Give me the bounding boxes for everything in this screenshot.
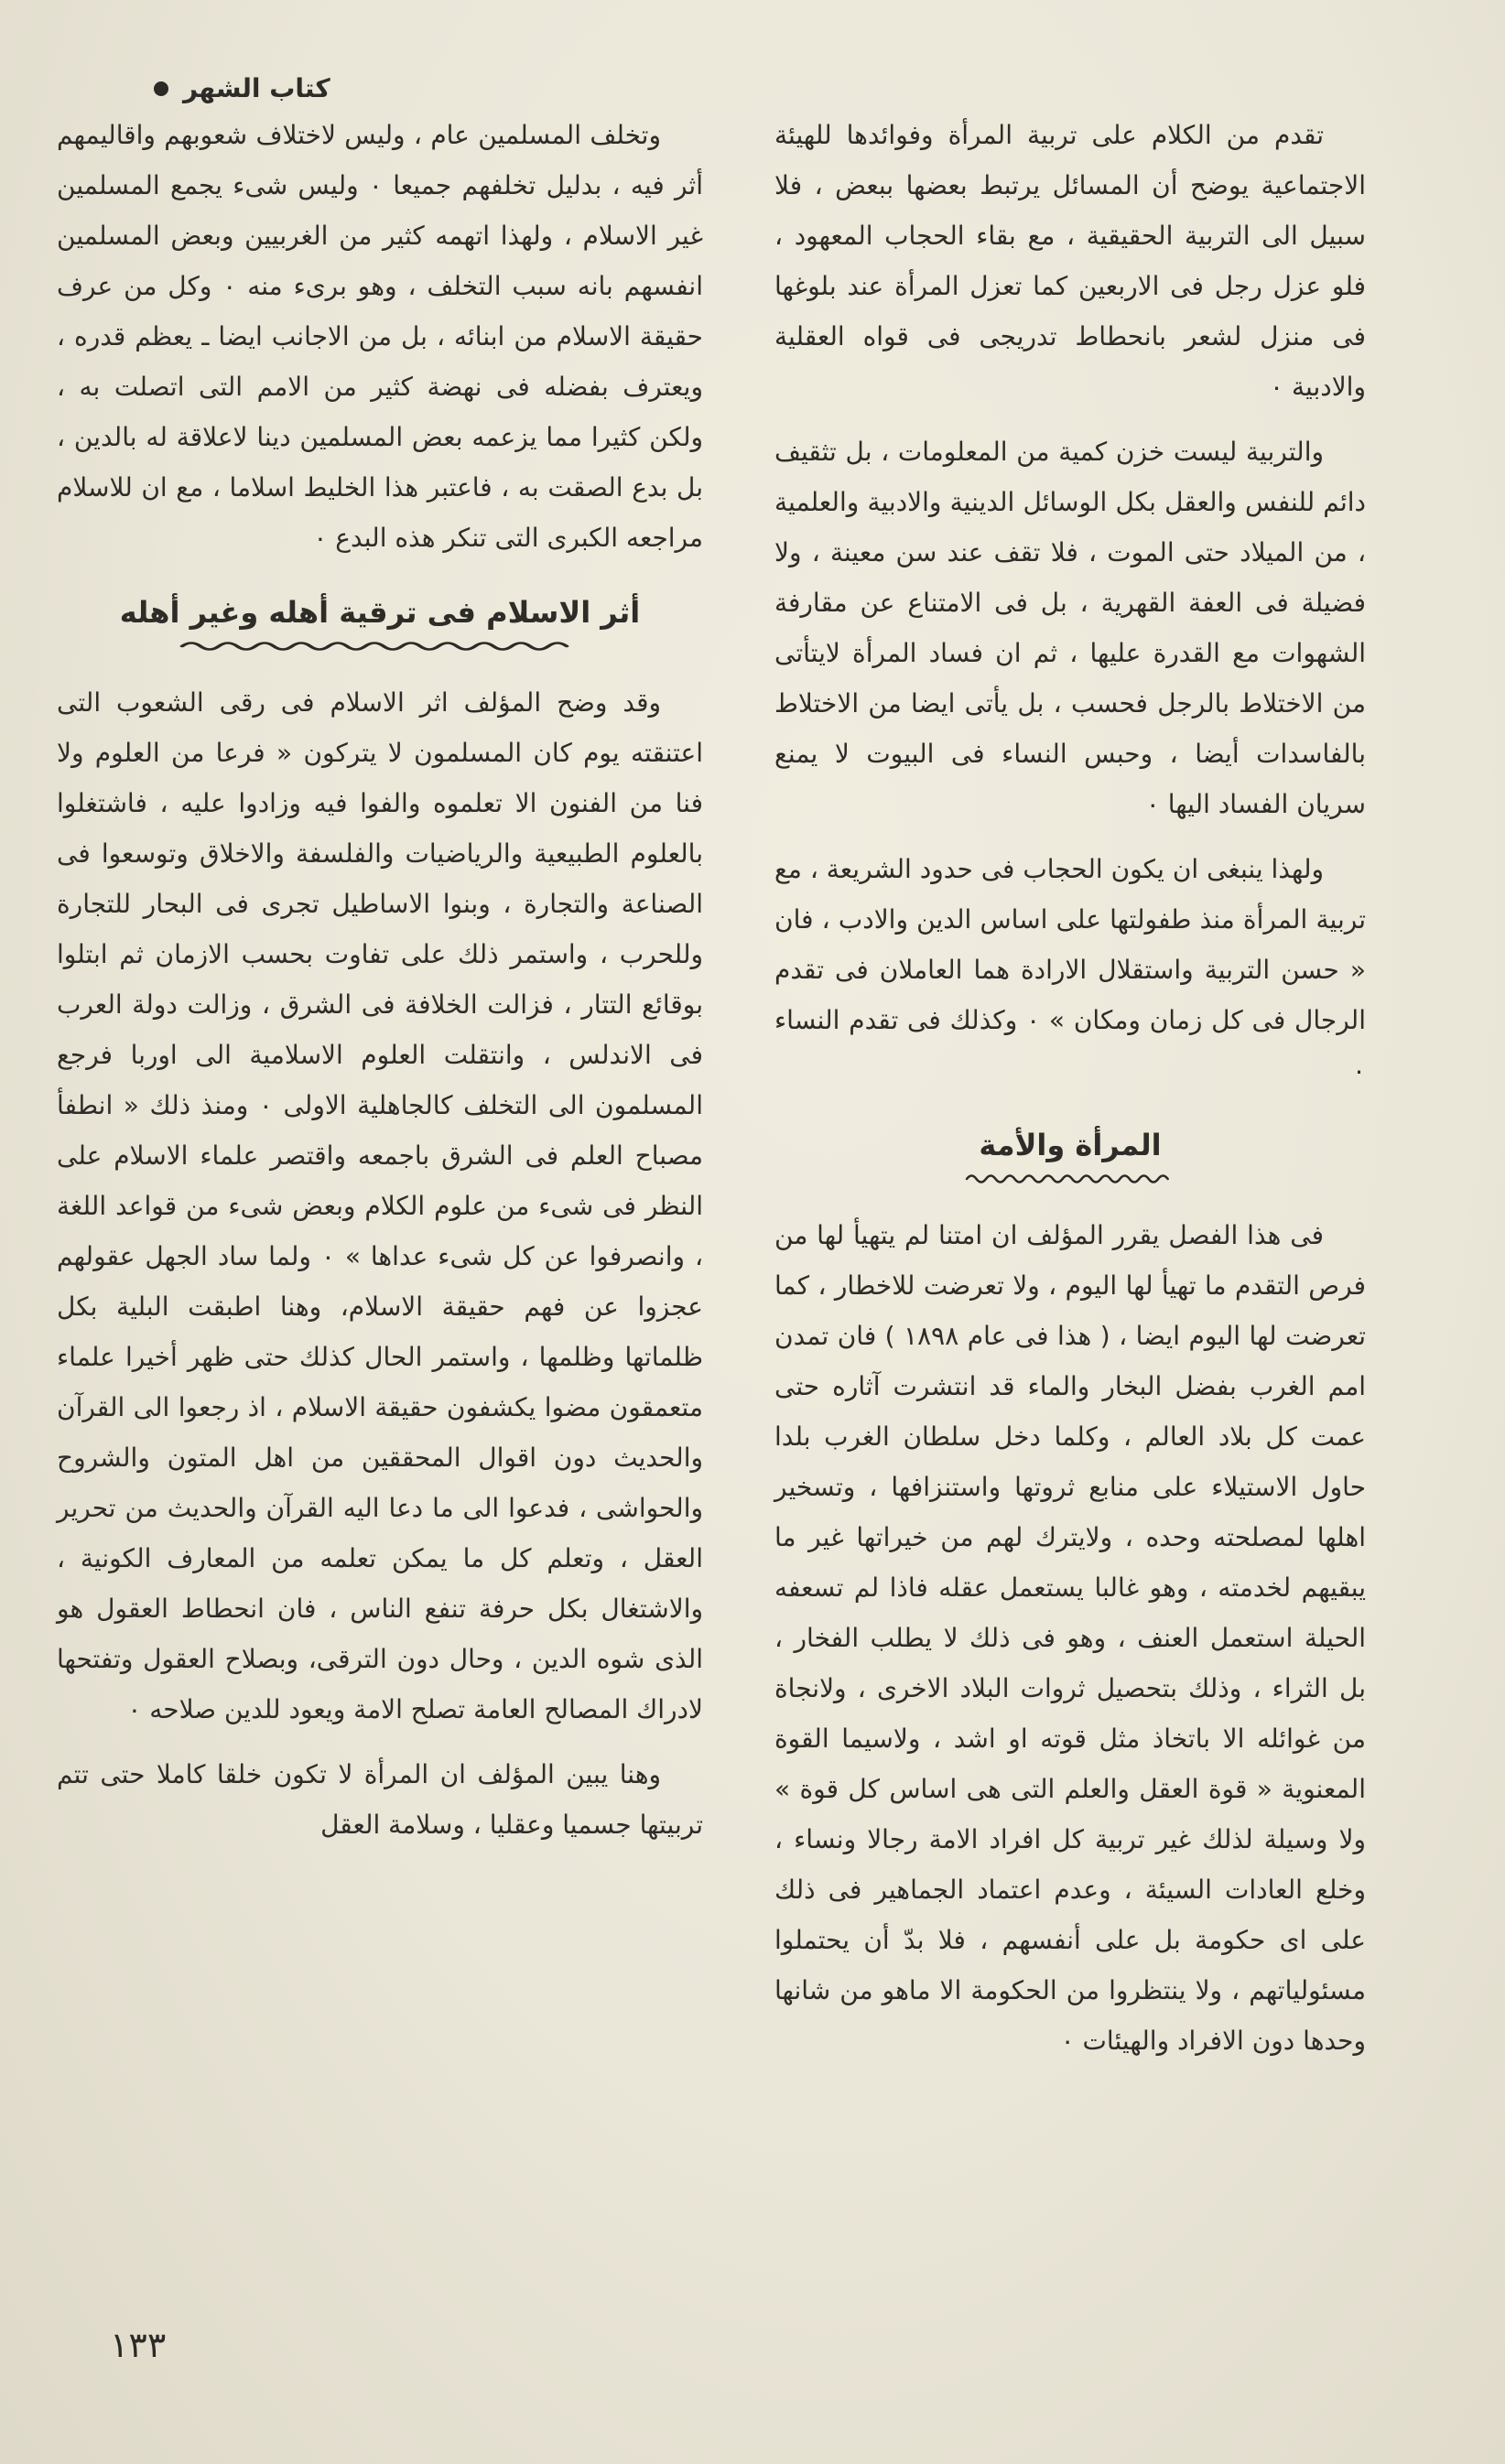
page-number: ١٣٣: [110, 2325, 167, 2365]
section-heading-islam-effect: [57, 592, 703, 652]
section-heading-text: أثر الاسلام فى ترقية أهله وغير أهله: [119, 595, 641, 630]
paragraph: فى هذا الفصل يقرر المؤلف ان امتنا لم يتهيأ لها من فرص التقدم ما تهيأ لها اليوم ، ولا تعرضت للاخطار ، كما تعرضت لها اليوم ايضا ، ( هذا فى عام ١٨٩٨ ) فان تمدن امم الغرب بفضل البخار والماء قد انتشرت آثاره حتى عمت كل بلاد العالم ، وكلما دخل سلطان الغرب بلدا حاول الاستيلاء على منابع ثروتها واستنزافها ، وتسخير اهلها لمصلحته وحده ، ولايترك لهم من خيراتها غير ما يبقيهم لخدمته ، وهو غالبا يستعمل عقله فاذا لم تسعفه الحيلة استعمل العنف ، وهو فى ذلك لا يطلب الفخار ، بل الثراء ، وذلك بتحصيل ثروات البلاد الاخرى ، ولانجاة من غوائله الا باتخاذ مثل قوته او اشد ، ولاسيما القوة المعنوية « قوة العقل والعلم التى هى اساس كل قوة » ولا وسيلة لذلك غير تربية كل افراد الامة رجالا ونساء ، وخلع العادات السيئة ، وعدم اعتماد الجماهير فى ذلك على اى حكومة بل على أنفسهم ، فلا بدّ أن يحتملوا مسئولياتهم ، ولا ينتظروا من الحكومة الا ماهو من شانها وحدها دون الافراد والهيئات ٠: [774, 1219, 1367, 2056]
right-column: [774, 110, 1366, 2080]
bullet-icon: [154, 81, 168, 96]
paragraph: وهنا يبين المؤلف ان المرأة لا تكون خلقا كاملا حتى تتم تربيتها جسميا وعقليا ، وسلامة العقل: [57, 1758, 703, 1840]
paragraph: وقد وضح المؤلف اثر الاسلام فى رقى الشعوب التى اعتنقته يوم كان المسلمون لا يتركون « فرعا من العلوم ولا فنا من الفنون الا تعلموه والفوا فيه وزادوا عليه ، فاشتغلوا بالعلوم الطبيعية والرياضيات والفلسفة والاخلاق وتوسعوا فى الصناعة والتجارة ، وبنوا الاساطيل تجرى فى البحار للتجارة وللحرب ، واستمر ذلك على تفاوت بحسب الازمان ثم ابتلوا بوقائع التتار ، فزالت الخلافة فى الشرق ، وزالت دولة العرب فى الاندلس ، وانتقلت العلوم الاسلامية الى اوربا فرجع المسلمون الى التخلف كالجاهلية الاولى ٠ ومنذ ذلك « انطفأ مصباح العلم فى الشرق باجمعه واقتصر علماء الاسلام على النظر فى شىء من علوم الكلام وبعض شىء من قواعد اللغة ، وانصرفوا عن كل شىء عداها » ٠ ولما ساد الجهل عقولهم عجزوا عن فهم حقيقة الاسلام، وهنا اطبقت البلية بكل ظلماتها وظلمها ، واستمر الحال كذلك حتى ظهر أخيرا علماء متعمقون مضوا يكشفون حقيقة الاسلام ، اذ رجعوا الى القرآن والحديث دون اقوال المحققين من اهل المتون والشروح والحواشى ، فدعوا الى ما دعا اليه القرآن والحديث من تحرير العقل ، وتعلم كل ما يمكن تعلمه من المعارف الكونية ، والاشتغال بكل حرفة تنفع الناس ، فان انحطاط العقول هو الذى شوه الدين ، وحال دون الترقى، وبصلاح العقول وتفتحها لادراك المصالح العامة تصلح الامة ويعود للدين صلاحه ٠: [57, 686, 703, 1724]
section-heading-woman-and-nation: [774, 1125, 1366, 1184]
paragraph: وتخلف المسلمين عام ، وليس لاختلاف شعوبهم واقاليمهم أثر فيه ، بدليل تخلفهم جميعا ٠ وليس شىء يجمع المسلمين غير الاسلام ، ولهذا اتهمه كثير من الغربيين وبعض المسلمين انفسهم بانه سبب التخلف ، وهو برىء منه ٠ وكل من عرف حقيقة الاسلام من ابنائه ، بل من الاجانب ايضا ـ يعظم قدره ، ويعترف بفضله فى نهضة كثير من الامم التى اتصلت به ، ولكن كثيرا مما يزعمه بعض المسلمين دينا لاعلاقة له بالدين ، بل بدع الصقت به ، فاعتبر هذا الخليط اسلاما ، مع ان للاسلام مراجعه الكبرى التى تنكر هذه البدع ٠: [57, 120, 704, 553]
paragraph: والتربية ليست خزن كمية من المعلومات ، بل تثقيف دائم للنفس والعقل بكل الوسائل الدينية والادبية والعلمية ، من الميلاد حتى الموت ، فلا تقف عند سن معينة ، ولا فضيلة فى العفة القهرية ، بل فى الامتناع عن مقارفة الشهوات مع القدرة عليها ، ثم ان فساد المرأة لايتأتى من الاختلاط بالرجل فحسب ، بل يأتى ايضا من الاختلاط بالفاسدات أيضا ، وحبس النساء فى البيوت لا يمنع سريان الفساد اليها ٠: [774, 437, 1366, 819]
left-column: [57, 110, 703, 2080]
heading-underline-squiggle-icon: [965, 1172, 1175, 1184]
paragraph: ولهذا ينبغى ان يكون الحجاب فى حدود الشريعة ، مع تربية المرأة منذ طفولتها على اساس الدين والادب ، فان « حسن التربية واستقلال الارادة هما العاملان فى تقدم الرجال فى كل زمان ومكان » ٠ وكذلك فى تقدم النساء ٠: [774, 854, 1366, 1086]
running-head-label: كتاب الشهر: [183, 73, 330, 103]
running-head: [154, 73, 330, 103]
two-column-text-block: [57, 110, 1366, 2080]
section-heading-text: المرأة والأمة: [979, 1128, 1162, 1162]
heading-underline-squiggle-icon: [179, 639, 581, 652]
paragraph: تقدم من الكلام على تربية المرأة وفوائدها للهيئة الاجتماعية يوضح أن المسائل يرتبط بعضها ببعض ، فلا سبيل الى التربية الحقيقية ، مع بقاء الحجاب المعهود ، فلو عزل رجل فى الاربعين كما تعزل المرأة عند بلوغها فى منزل لشعر بانحطاط تدريجى فى قواه العقلية والادبية ٠: [774, 120, 1366, 402]
